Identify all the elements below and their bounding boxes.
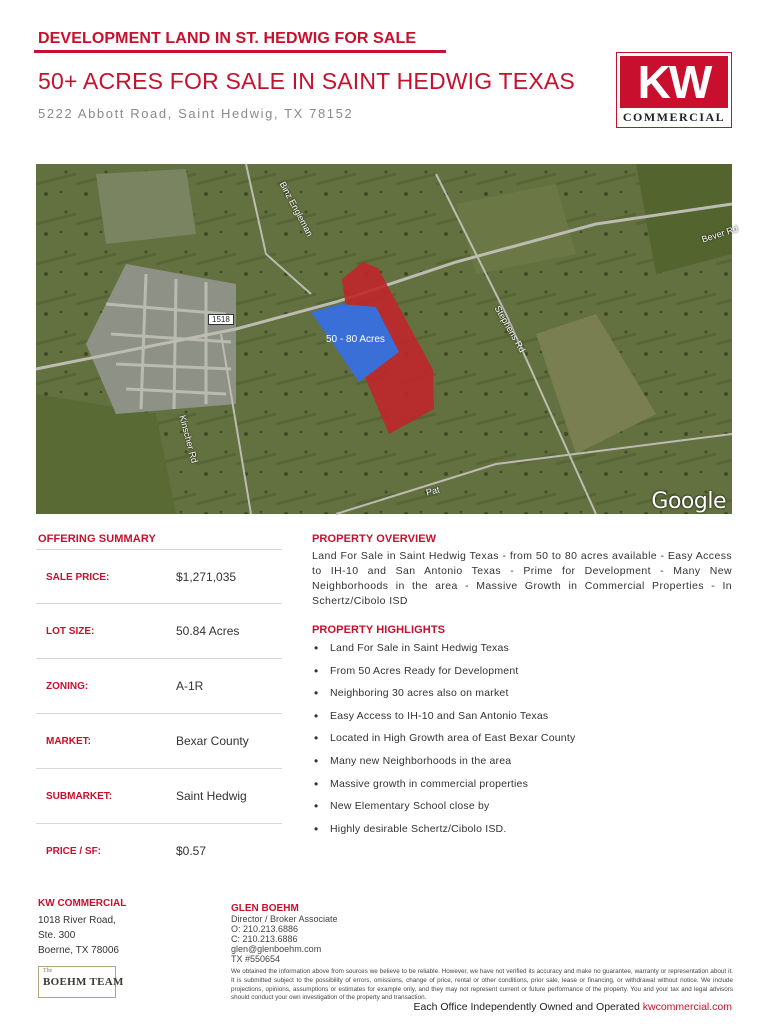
list-item: • Highly desirable Schertz/Cibolo ISD. (314, 823, 734, 846)
agent-title: Director / Broker Associate (231, 914, 338, 924)
office-address-line: Ste. 300 (38, 930, 76, 941)
agent-license: TX #550654 (231, 954, 281, 964)
road-badge-1518: 1518 (208, 314, 234, 325)
google-attribution: Google (651, 489, 726, 514)
parcel-acres-label: 50 - 80 Acres (326, 334, 385, 345)
list-item: • Massive growth in commercial properties (314, 778, 734, 801)
table-row (36, 549, 282, 604)
logo-red-block (620, 56, 728, 108)
property-overview-heading: PROPERTY OVERVIEW (312, 533, 437, 545)
office-name: KW COMMERCIAL (38, 898, 127, 909)
road-label-kinscher: Kinscher Rd (177, 414, 200, 464)
banner-title: DEVELOPMENT LAND IN ST. HEDWIG FOR SALE (38, 30, 417, 47)
page-title: 50+ ACRES FOR SALE IN SAINT HEDWIG TEXAS (38, 68, 575, 94)
offering-summary-table (36, 549, 282, 879)
agent-name: GLEN BOEHM (231, 903, 299, 914)
agent-cell-phone: C: 210.213.6886 (231, 934, 298, 944)
logo-commercial-word: COMMERCIAL (622, 110, 726, 124)
property-overview-text: Land For Sale in Saint Hedwig Texas - from 50 to 80 acres available - Easy Access to IH-10 and San Antonio Texas - Prime for Development - Many New Neighborhoods in the area - Massive Growth in Commercial Properties - In Schertz/Cibolo ISD (312, 550, 732, 607)
sale-price-label: SALE PRICE: (46, 572, 110, 583)
market-label: MARKET: (46, 736, 91, 747)
lot-size-label: LOT SIZE: (46, 626, 95, 637)
disclaimer-text: We obtained the information above from sources we believe to be reliable. However, we have not verified its accuracy and make no guarantee, warranty or representation about it. It is submitted subject to the possibility of errors, omissions, change of price, rental or other conditions, prior sale, lease or financing, or withdrawal without notice. We include projections, opinions, assumptions or estimates for example only, and they may not represent current or future performance of the property. You and your tax and legal advisors should conduct your own investigation of the property and transaction. (231, 968, 733, 1002)
top-banner (34, 26, 446, 53)
list-item: • Located in High Growth area of East Bexar County (314, 732, 734, 755)
road-label-binz: Binz Engleman (277, 179, 315, 239)
aerial-map (36, 164, 740, 514)
offering-summary-heading: OFFERING SUMMARY (38, 533, 156, 545)
footer-link[interactable]: kwcommercial.com (642, 1001, 732, 1013)
boehm-team-logo (38, 966, 124, 998)
table-row (36, 824, 282, 879)
office-address-line: Boerne, TX 78006 (38, 945, 119, 956)
road-label-bever: Bever Rd (700, 223, 740, 245)
team-logo-prefix: The (43, 968, 53, 974)
property-address: 5222 Abbott Road, Saint Hedwig, TX 78152 (38, 106, 354, 121)
agent-email[interactable]: glen@glenboehm.com (231, 944, 322, 954)
market-value: Bexar County (176, 734, 249, 748)
zoning-value: A-1R (176, 679, 204, 693)
team-logo-text: BOEHM TEAM (43, 976, 124, 988)
list-item: • Land For Sale in Saint Hedwig Texas (314, 642, 734, 665)
sale-price-value: $1,271,035 (176, 570, 237, 584)
property-highlights-list (314, 642, 734, 845)
footer-text: Each Office Independently Owned and Operated (413, 1001, 640, 1013)
list-item: • New Elementary School close by (314, 800, 734, 823)
field-patch (96, 169, 196, 244)
road-label-stephens: Stephens Rd (492, 303, 528, 355)
price-per-sf-label: PRICE / SF: (46, 846, 102, 857)
road-label-pat: Pat (424, 484, 441, 498)
property-highlights-heading: PROPERTY HIGHLIGHTS (312, 624, 446, 636)
table-row (36, 659, 282, 714)
office-address-line: 1018 River Road, (38, 915, 116, 926)
list-item: • Many new Neighborhoods in the area (314, 755, 734, 778)
list-item: • Neighboring 30 acres also on market (314, 687, 734, 710)
table-row (36, 769, 282, 824)
submarket-label: SUBMARKET: (46, 791, 113, 802)
lot-size-value: 50.84 Acres (176, 624, 240, 638)
price-per-sf-value: $0.57 (176, 844, 207, 858)
table-row (36, 604, 282, 659)
list-item: • Easy Access to IH-10 and San Antonio Texas (314, 710, 734, 733)
logo-kw-mark: KW (637, 56, 711, 108)
agent-office-phone: O: 210.213.6886 (231, 924, 299, 934)
footer (414, 1001, 732, 1013)
table-row (36, 714, 282, 769)
zoning-label: ZONING: (46, 681, 89, 692)
kw-commercial-logo (616, 52, 732, 128)
list-item: • From 50 Acres Ready for Development (314, 665, 734, 688)
submarket-value: Saint Hedwig (176, 789, 247, 803)
